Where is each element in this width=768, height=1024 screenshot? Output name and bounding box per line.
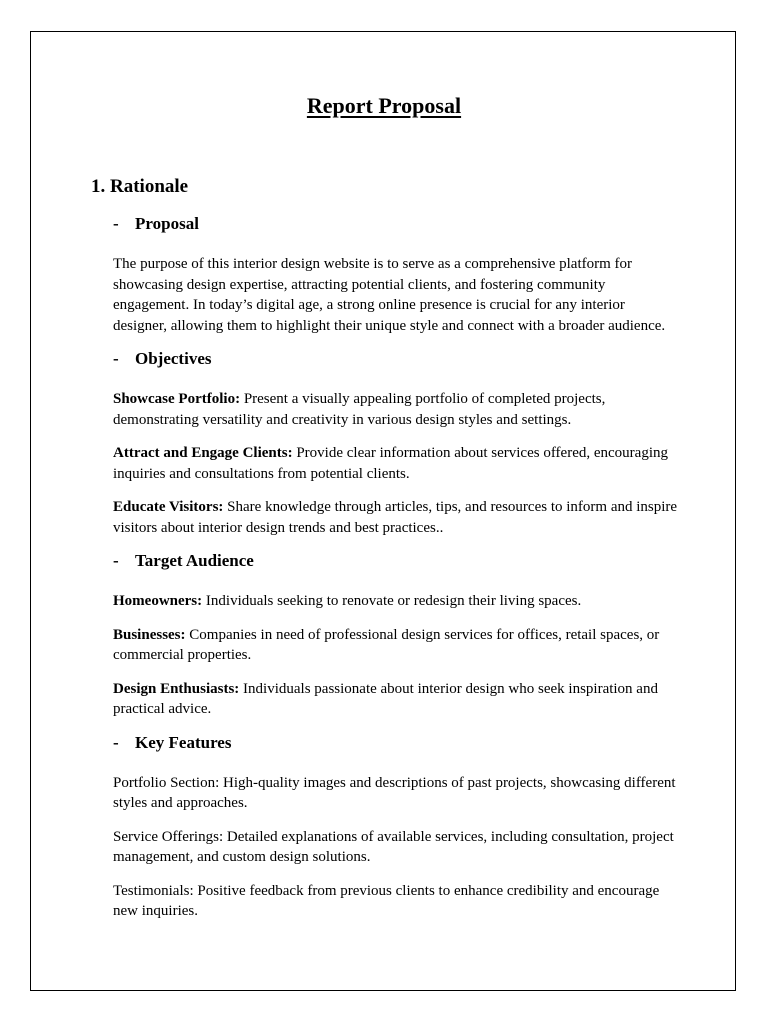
subsection-heading-label: Proposal: [135, 214, 199, 233]
paragraph-text: Share knowledge through articles, tips, and resources to inform and inspire visitors about interior design trends and best practices..: [113, 499, 678, 536]
paragraph: [113, 773, 681, 814]
paragraph-lead: Homeowners:: [113, 593, 203, 609]
bullet-dash: -: [113, 551, 119, 570]
paragraph: [113, 881, 681, 922]
paragraph-text: Portfolio Section: High-quality images and descriptions of past projects, showcasing different styles and approaches.: [113, 774, 676, 811]
paragraph-text: Individuals passionate about interior design who seek inspiration and practical advice.: [113, 680, 658, 717]
paragraph-lead: Attract and Engage Clients:: [113, 445, 293, 461]
paragraph-text: Service Offerings: Detailed explanations of available services, including consultation, project management, and custom design solutions.: [113, 828, 674, 865]
subsection-heading-key-features: [113, 733, 681, 759]
paragraph-lead: Design Enthusiasts:: [113, 680, 240, 697]
subsection-heading-label: Objectives: [135, 349, 212, 368]
paragraph: [113, 443, 681, 484]
paragraph-text: Present a visually appealing portfolio of completed projects, demonstrating versatility and creativity in various design styles and settings.: [113, 391, 606, 428]
paragraph: [113, 497, 681, 538]
subsection-heading-proposal: [113, 214, 681, 240]
bullet-dash: -: [113, 732, 119, 752]
paragraph: [113, 827, 681, 868]
document-body: [113, 214, 681, 935]
paragraph-text: Testimonials: Positive feedback from previous clients to enhance credibility and encourage new inquiries.: [113, 882, 660, 919]
paragraph-lead: Showcase Portfolio:: [113, 391, 241, 407]
paragraph-lead: Businesses:: [113, 626, 186, 643]
subsection-heading-label: Key Features: [135, 732, 232, 752]
paragraph-text: The purpose of this interior design website is to serve as a comprehensive platform for showcasing design expertise, attracting potential clients, and fostering community engagement. In today’s digital age, a strong online presence is crucial for any interior designer, allowing them to highlight their unique style and connect with a broader audience.: [113, 256, 666, 334]
section-heading-rationale: 1. Rationale: [91, 176, 189, 197]
paragraph: [113, 389, 681, 430]
paragraph: [113, 679, 681, 720]
paragraph: [113, 254, 681, 336]
paragraph: [113, 625, 681, 666]
paragraph: [113, 591, 681, 612]
document-title: Report Proposal: [306, 93, 462, 118]
subsection-heading-objectives: [113, 349, 681, 375]
bullet-dash: -: [113, 214, 119, 233]
bullet-dash: -: [113, 349, 119, 368]
paragraph-lead: Educate Visitors:: [113, 499, 224, 515]
subsection-heading-target-audience: [113, 551, 681, 577]
paragraph-text: Individuals seeking to renovate or redesign their living spaces.: [202, 593, 582, 609]
paragraph-text: Provide clear information about services offered, encouraging inquiries and consultations from potential clients.: [113, 445, 668, 482]
paragraph-text: Companies in need of professional design services for offices, retail spaces, or commercial properties.: [113, 626, 660, 663]
subsection-heading-label: Target Audience: [135, 551, 254, 570]
